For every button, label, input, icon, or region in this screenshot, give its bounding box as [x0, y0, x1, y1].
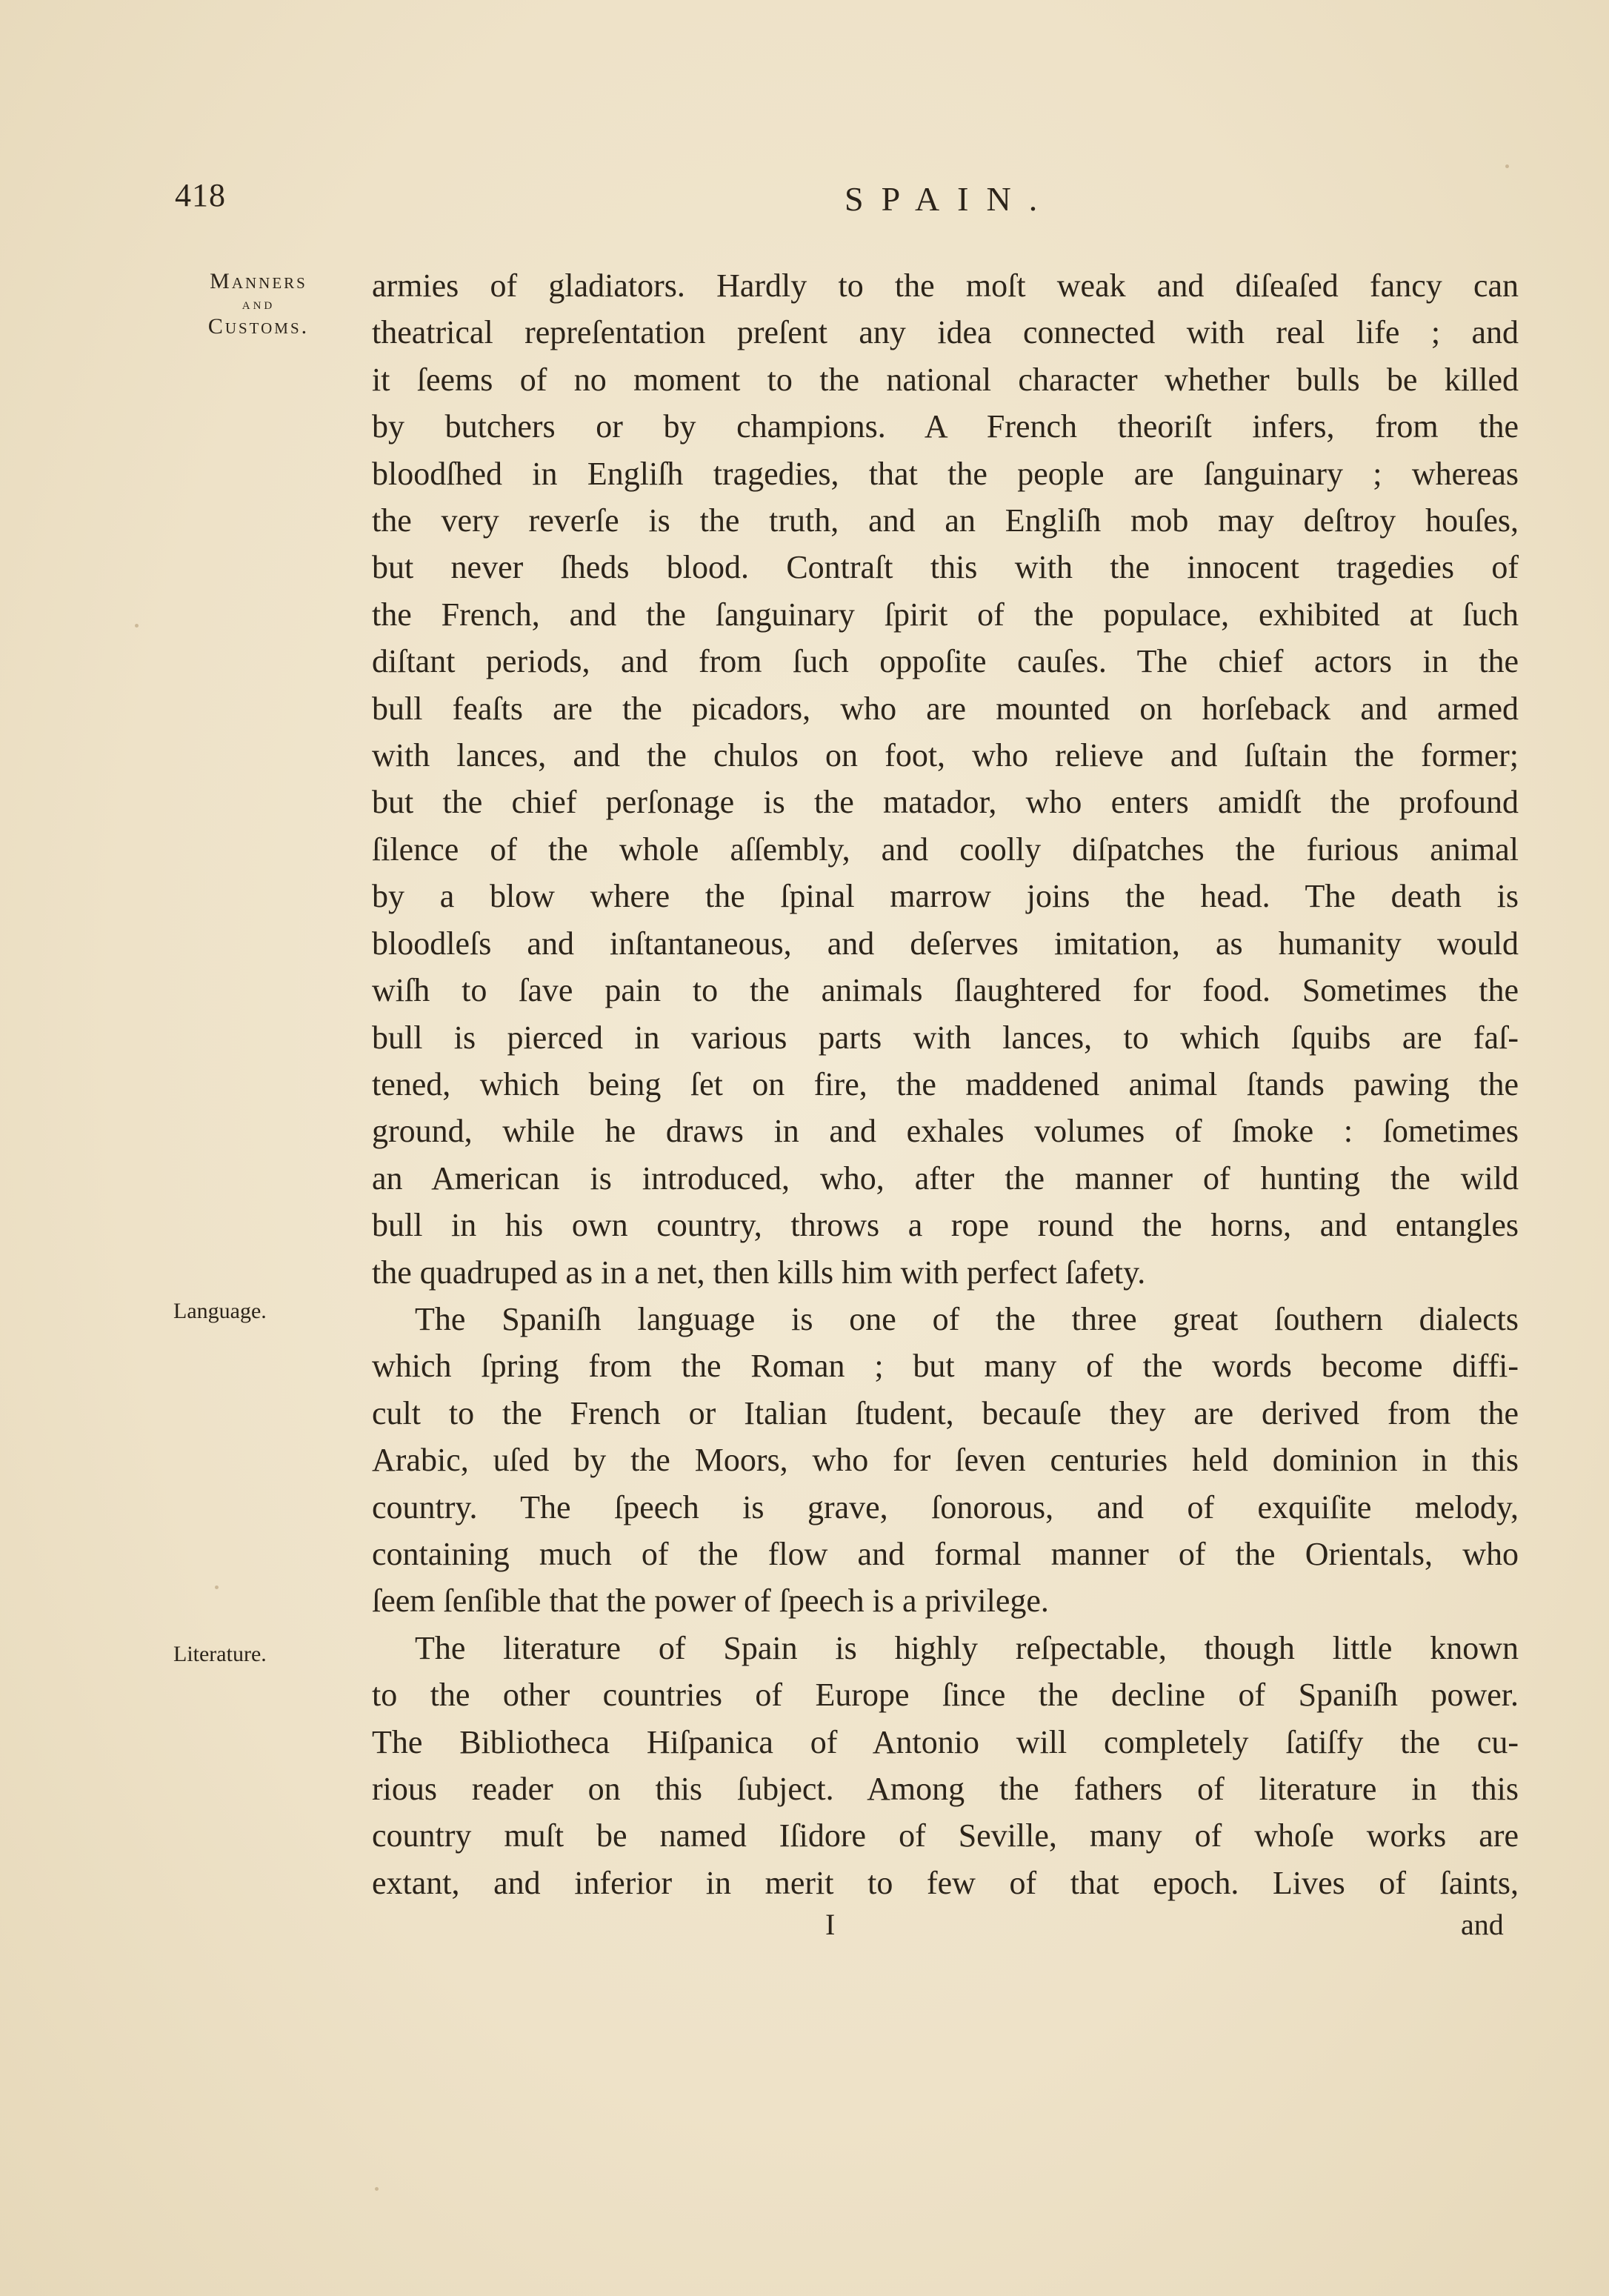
text-line: The Spaniſh language is one of the three great ſouthern dialects [415, 1300, 1519, 1337]
catchword: and [1461, 1908, 1504, 1941]
text-line: bull is pierced in various parts with lances, to which ſquibs are faſ- [372, 1019, 1519, 1056]
text-line: rious reader on this ſubject. Among the fathers of literature in this [372, 1771, 1519, 1807]
margin-note-manners-line3: Customs. [207, 314, 310, 339]
paper-speck [135, 624, 139, 628]
text-line: the French, and the ſanguinary ſpirit of the populace, exhibited at ſuch [372, 596, 1519, 633]
margin-note-manners [173, 268, 344, 339]
text-line: wiſh to ſave pain to the animals ſlaughtered for food. Sometimes the [372, 972, 1519, 1009]
text-line: theatrical repreſentation preſent any idea connected with real life ; and [372, 314, 1519, 351]
text-line: The Bibliotheca Hiſpanica of Antonio will completely ſatiſfy the cu- [372, 1723, 1519, 1760]
text-line: which ſpring from the Roman ; but many of the words become diffi- [372, 1348, 1519, 1385]
text-line: bull in his own country, throws a rope round the horns, and entangles [372, 1207, 1519, 1244]
margin-note-language: Language. [173, 1299, 267, 1323]
paper-speck [215, 1585, 219, 1589]
text-line: ſilence of the whole aſſembly, and coolly diſpatches the furious animal [372, 831, 1519, 868]
text-line: it ſeems of no moment to the national character whether bulls be killed [372, 361, 1519, 398]
paper-speck [1505, 164, 1509, 168]
text-line: by butchers or by champions. A French theoriſt infers, from the [372, 408, 1519, 445]
text-line: tened, which being ſet on fire, the maddened animal ſtands pawing the [372, 1065, 1519, 1102]
text-line: but the chief perſonage is the matador, who enters amidſt the profound [372, 784, 1519, 821]
text-line: ground, while he draws in and exhales volumes of ſmoke : ſometimes [372, 1113, 1519, 1150]
text-line: an American is introduced, who, after the manner of hunting the wild [372, 1159, 1519, 1197]
running-title: SPAIN. [845, 180, 1056, 218]
text-line: ſeem ſenſible that the power of ſpeech is a privilege. [372, 1583, 1049, 1620]
page-number: 418 [175, 177, 226, 213]
text-line: cult to the French or Italian ſtudent, becauſe they are derived from the [372, 1394, 1519, 1431]
text-line: country. The ſpeech is grave, ſonorous, and of exquiſite melody, [372, 1488, 1519, 1525]
text-line: country muſt be named Iſidore of Seville, many of whoſe works are [372, 1817, 1519, 1854]
signature-mark: I [825, 1908, 836, 1941]
text-line: extant, and inferior in merit to few of that epoch. Lives of ſaints, [372, 1864, 1519, 1901]
text-line: diſtant periods, and from ſuch oppoſite cauſes. The chief actors in the [372, 643, 1519, 680]
text-line: containing much of the flow and formal manner of the Orientals, who [372, 1535, 1519, 1572]
margin-note-literature: Literature. [173, 1642, 267, 1666]
body-text [372, 262, 1519, 1906]
text-line: the very reverſe is the truth, and an Engliſh mob may deſtroy houſes, [372, 502, 1519, 539]
text-line: but never ſheds blood. Contraſt this with the innocent tragedies of [372, 549, 1519, 586]
text-line: with lances, and the chulos on foot, who relieve and ſuſtain the former; [372, 737, 1519, 774]
text-line: to the other countries of Europe ſince the decline of Spaniſh power. [372, 1677, 1519, 1714]
text-line: Arabic, uſed by the Moors, who for ſeven centuries held dominion in this [372, 1442, 1519, 1479]
text-line: the quadruped as in a net, then kills him with perfect ſafety. [372, 1254, 1146, 1291]
text-line: bloodſhed in Engliſh tragedies, that the people are ſanguinary ; whereas [372, 455, 1519, 492]
margin-note-manners-line2: and [241, 294, 276, 313]
margin-note-manners-line1: Manners [210, 269, 307, 293]
text-line: The literature of Spain is highly reſpectable, though little known [415, 1629, 1519, 1666]
text-line: bull feaſts are the picadors, who are mounted on horſeback and armed [372, 690, 1519, 727]
text-line: bloodleſs and inſtantaneous, and deſerves imitation, as humanity would [372, 925, 1519, 962]
text-line: by a blow where the ſpinal marrow joins the head. The death is [372, 878, 1519, 915]
text-line: armies of gladiators. Hardly to the moſt weak and diſeaſed fancy can [372, 267, 1519, 304]
paper-speck [375, 2187, 379, 2191]
